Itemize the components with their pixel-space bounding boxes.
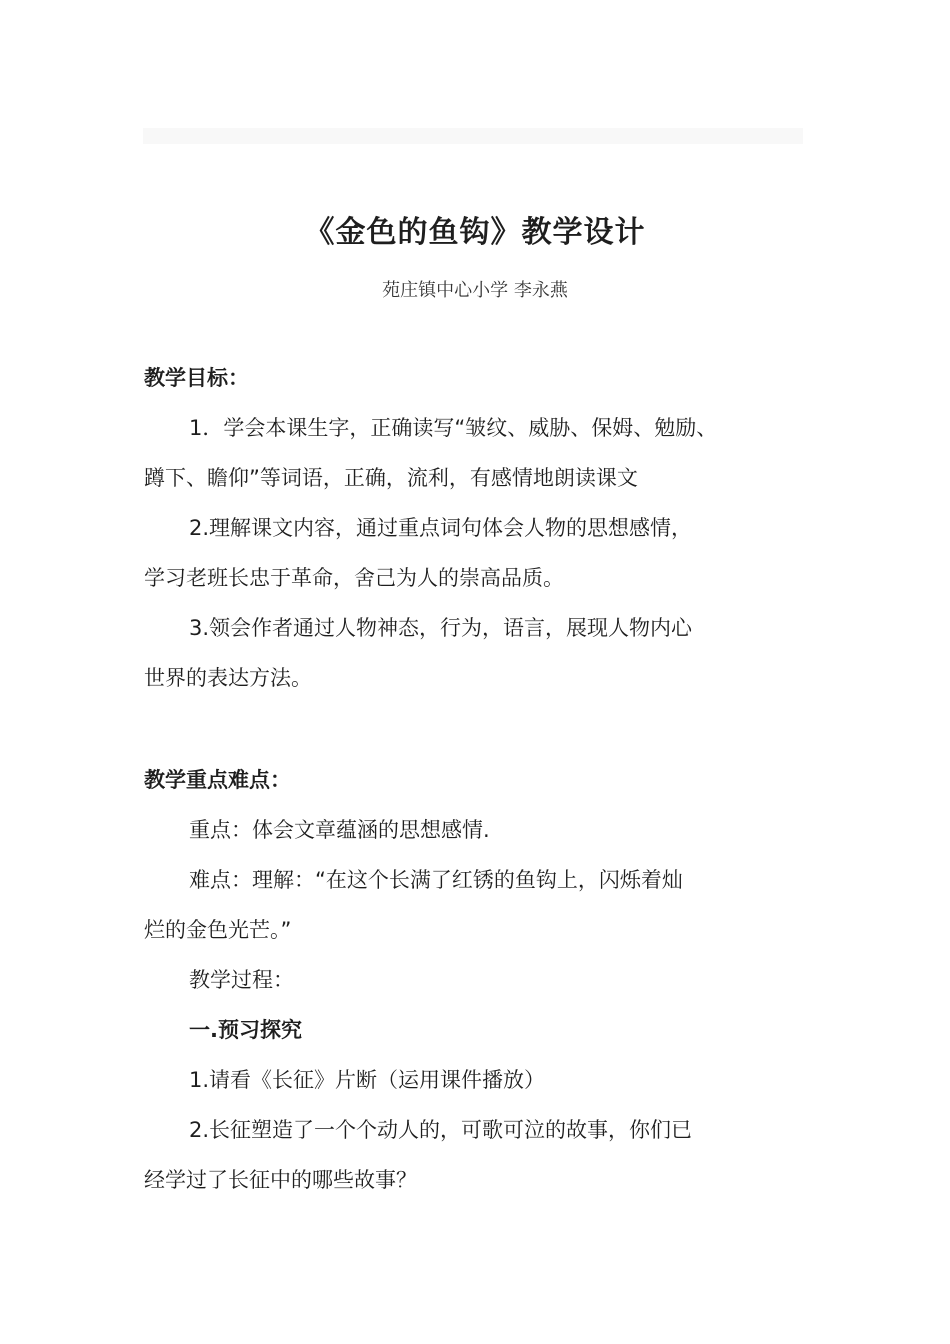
process-heading: 教学过程： <box>189 968 294 992</box>
objective-2-line-2: 学习老班长忠于革命，舍己为人的崇高品质。 <box>144 566 564 590</box>
document-title: 《金色的鱼钩》教学设计 <box>304 215 646 250</box>
section-gap <box>144 703 744 755</box>
author-line: 苑庄镇中心小学 李永燕 <box>382 280 568 301</box>
objectives-heading: 教学目标： <box>144 366 249 390</box>
step-2-line-2: 经学过了长征中的哪些故事？ <box>144 1168 417 1192</box>
difficulty-line-2: 烂的金色光芒。” <box>144 918 292 942</box>
objective-3-line-1: 3.领会作者通过人物神态，行为，语言，展现人物内心 <box>189 616 693 640</box>
difficulty-line-1: 难点：理解：“在这个长满了红锈的鱼钩上，闪烁着灿 <box>189 868 683 892</box>
focus-point: 重点：体会文章蕴涵的思想感情. <box>189 818 490 842</box>
objective-1-line-2: 蹲下、瞻仰”等词语，正确，流利，有感情地朗读课文 <box>144 466 638 490</box>
objective-1-line-1: 1．学会本课生字，正确读写“皱纹、威胁、保姆、勉励、 <box>189 416 718 440</box>
objective-3-line-2: 世界的表达方法。 <box>144 666 312 690</box>
document-body <box>144 353 744 1205</box>
step-2-line-1: 2.长征塑造了一个个动人的，可歌可泣的故事，你们已 <box>189 1118 693 1142</box>
objective-2-line-1: 2.理解课文内容，通过重点词句体会人物的思想感情， <box>189 516 693 540</box>
header-rule <box>143 128 803 144</box>
key-points-heading: 教学重点难点： <box>144 768 291 792</box>
step-1: 1.请看《长征》片断（运用课件播放） <box>189 1068 546 1092</box>
section-1-title: 一.预习探究 <box>189 1018 302 1042</box>
